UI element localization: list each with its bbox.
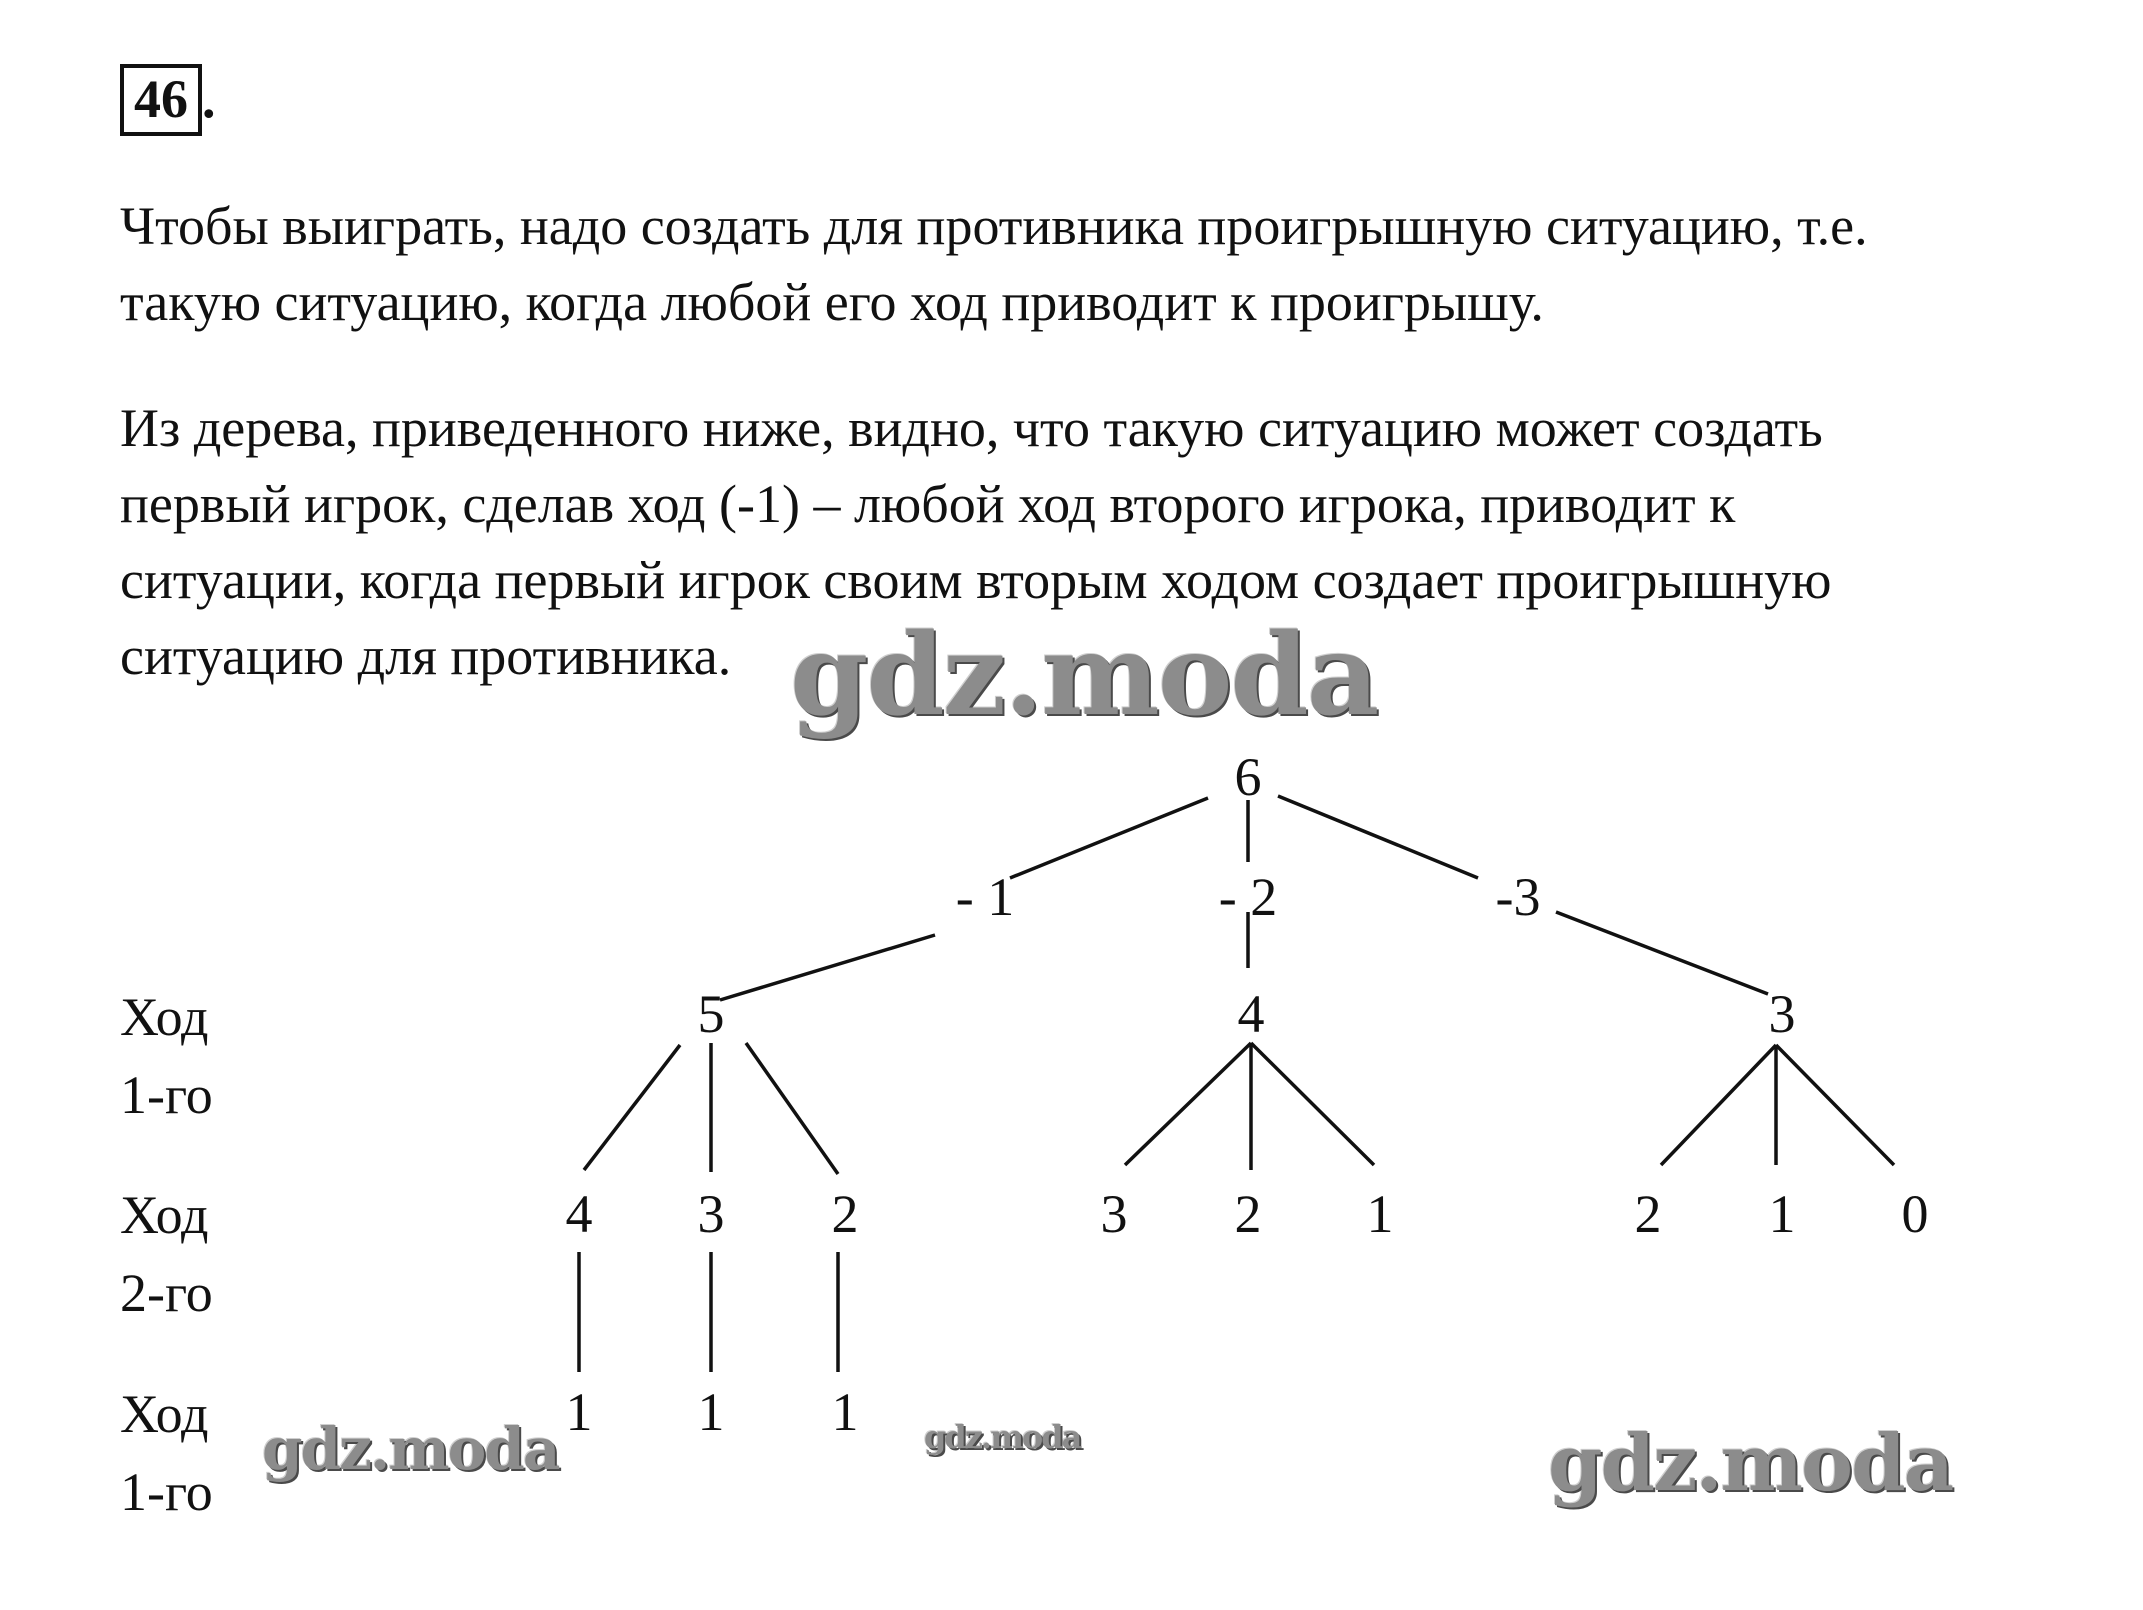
tree-node-level3: 1 (565, 1382, 593, 1442)
watermark-top: gdz.moda (790, 610, 1378, 741)
tree-node-level2: 1 (1768, 1184, 1796, 1244)
move-label-player: 2-го (120, 1263, 213, 1323)
tree-node-level2: 1 (1366, 1184, 1394, 1244)
paragraph-line: ситуации, когда первый игрок своим вторым ходом создает проигрышную (120, 550, 1832, 610)
move-label-word: Ход (120, 1384, 209, 1444)
watermark-bottom-right: gdz.moda (1548, 1418, 1953, 1509)
tree-node-level2: 3 (1100, 1184, 1128, 1244)
move-label-word: Ход (120, 1185, 209, 1245)
paragraph-line: Из дерева, приведенного ниже, видно, что такую ситуацию может создать (120, 398, 1823, 458)
move-label-word: Ход (120, 987, 209, 1047)
watermark-bottom-left: gdz.moda (262, 1415, 559, 1483)
tree-edge-label: -3 (1495, 867, 1541, 927)
tree-edge-line (1278, 796, 1478, 878)
tree-node-level1: 5 (697, 984, 725, 1044)
tree-edge-line (1776, 1045, 1894, 1165)
tree-node-level2: 2 (1634, 1184, 1662, 1244)
tree-edge-line (746, 1043, 838, 1174)
tree-edge-label: - 2 (1218, 867, 1278, 927)
paragraph-line: Чтобы выиграть, надо создать для противника проигрышную ситуацию, т.е. (120, 196, 1868, 256)
tree-node-level2: 2 (831, 1184, 859, 1244)
task-number-suffix: . (202, 69, 216, 129)
paragraph-line: первый игрок, сделав ход (-1) – любой ход второго игрока, приводит к (120, 474, 1736, 534)
move-label-player: 1-го (120, 1462, 213, 1522)
tree-edge-line (1010, 798, 1208, 878)
tree-edge-line (720, 935, 935, 1000)
tree-node-level2: 0 (1901, 1184, 1929, 1244)
tree-node-level2: 3 (697, 1184, 725, 1244)
tree-edge-label: - 1 (955, 867, 1015, 927)
tree-edge-line (584, 1045, 680, 1170)
tree-node-root: 6 (1234, 747, 1262, 807)
tree-node-level2: 4 (565, 1184, 593, 1244)
tree-edge-line (1556, 912, 1768, 994)
move-label-player: 1-го (120, 1065, 213, 1125)
tree-node-level2: 2 (1234, 1184, 1262, 1244)
tree-edge-line (1661, 1045, 1776, 1165)
paragraph-line: ситуацию для противника. (120, 626, 732, 686)
watermark-bottom-middle: gdz.moda (924, 1418, 1081, 1456)
tree-node-level3: 1 (831, 1382, 859, 1442)
tree-node-level1: 3 (1768, 984, 1796, 1044)
tree-edge-line (1125, 1043, 1251, 1165)
tree-edge-line (1251, 1043, 1374, 1165)
tree-node-level3: 1 (697, 1382, 725, 1442)
task-number-value: 46 (134, 69, 188, 129)
paragraph-line: такую ситуацию, когда любой его ход приводит к проигрышу. (120, 272, 1544, 332)
tree-node-level1: 4 (1237, 984, 1265, 1044)
